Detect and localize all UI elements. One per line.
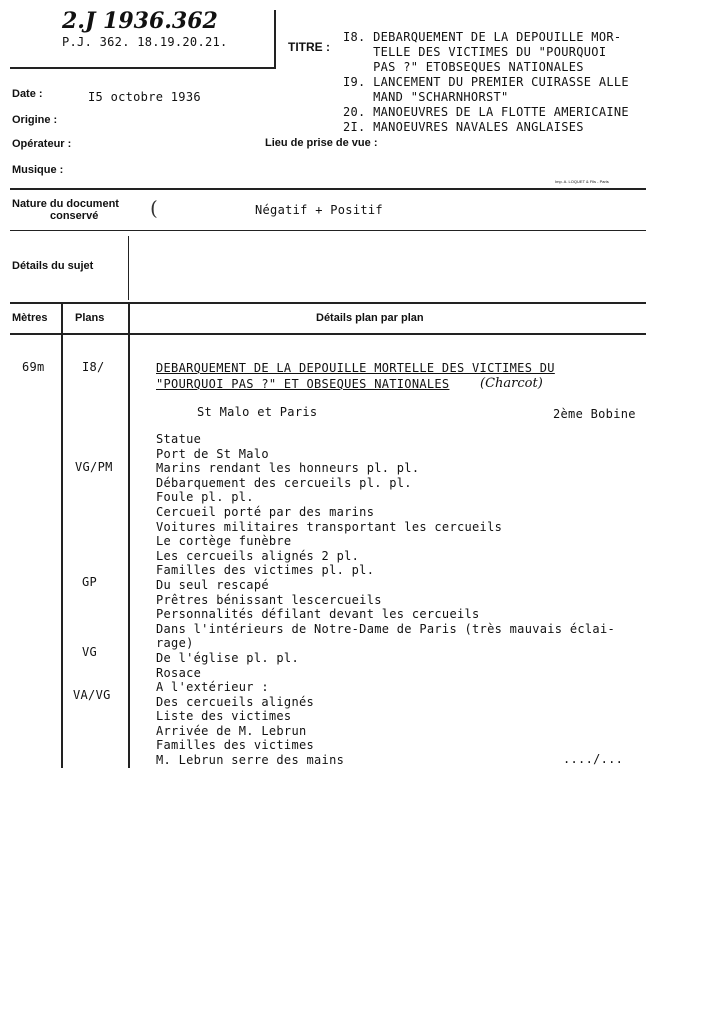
shot-line: Familles des victimes <box>156 738 315 753</box>
nature-brace: ( <box>150 196 158 220</box>
shot-line: Dans l'intérieurs de Notre-Dame de Paris (très mauvais éclai- <box>156 621 616 636</box>
lieu-label: Lieu de prise de vue : <box>265 137 378 149</box>
shot-line: M. Lebrun serre des mains <box>156 753 345 768</box>
ref-box-bottom-border <box>10 67 276 69</box>
bobine: 2ème Bobine <box>553 407 636 421</box>
nature-value: Négatif + Positif <box>255 203 383 217</box>
shot-line: Arrivée de M. Lebrun <box>156 723 307 738</box>
plan-code: I8/ <box>82 360 105 374</box>
continuation-mark: ..../... <box>563 752 624 766</box>
table-header-rule <box>10 333 646 335</box>
col-rule-1 <box>61 303 63 768</box>
nature-label-2: conservé <box>50 210 99 222</box>
shot-line: Marins rendant les honneurs pl. pl. <box>156 461 420 476</box>
shot-line: Débarquement des cercueils pl. pl. <box>156 475 412 490</box>
title-line: PAS ?" ETOBSEQUES NATIONALES <box>343 60 584 74</box>
title-line: MAND "SCHARNHORST" <box>343 90 509 104</box>
titre-label: TITRE : <box>288 40 330 54</box>
typed-reference: P.J. 362. 18.19.20.21. <box>62 35 228 49</box>
shot-line: Port de St Malo <box>156 446 269 461</box>
shot-line: Des cercueils alignés <box>156 694 315 709</box>
titles-block <box>343 30 629 135</box>
col-metres: Mètres <box>12 312 48 324</box>
origine-label: Origine : <box>12 114 58 126</box>
shot-list <box>156 432 615 768</box>
shot-line: Rosace <box>156 665 202 680</box>
date-label: Date : <box>12 88 43 100</box>
shot-line: Foule pl. pl. <box>156 490 254 505</box>
divider-2 <box>10 230 646 231</box>
details-bracket <box>128 236 129 300</box>
date-value: I5 octobre 1936 <box>88 90 201 104</box>
plan-code: VG <box>82 645 98 659</box>
col-plans: Plans <box>75 312 105 324</box>
shot-line: Prêtres bénissant lescercueils <box>156 592 382 607</box>
operateur-label: Opérateur : <box>12 138 72 150</box>
handwritten-reference: 2.J 1936.362 <box>62 8 218 34</box>
shot-line: rage) <box>156 636 194 651</box>
metres-value: 69m <box>22 360 45 374</box>
musique-label: Musique : <box>12 164 64 176</box>
shot-line: Personnalités défilant devant les cercueils <box>156 607 480 622</box>
title-line: 20. MANOEUVRES DE LA FLOTTE AMERICAINE <box>343 105 629 119</box>
title-line: I9. LANCEMENT DU PREMIER CUIRASSE ALLE <box>343 75 629 89</box>
shot-line: Liste des victimes <box>156 709 292 724</box>
shot-line: Les cercueils alignés 2 pl. <box>156 548 360 563</box>
table-top-rule <box>10 302 646 304</box>
divider-1 <box>10 188 646 190</box>
section-title-line-2: "POURQUOI PAS ?" ET OBSEQUES NATIONALES <box>156 377 450 391</box>
ref-box-right-border <box>274 10 276 68</box>
shot-line: Cercueil porté par des marins <box>156 504 375 519</box>
col-details: Détails plan par plan <box>316 312 424 324</box>
title-line: TELLE DES VICTIMES DU "POURQUOI <box>343 45 607 59</box>
shot-line: Du seul rescapé <box>156 577 269 592</box>
title-line: 2I. MANOEUVRES NAVALES ANGLAISES <box>343 120 584 134</box>
handwritten-note: (Charcot) <box>480 376 543 391</box>
shot-line: Familles des victimes pl. pl. <box>156 563 375 578</box>
plan-code: VG/PM <box>75 460 113 474</box>
plan-code: VA/VG <box>73 688 111 702</box>
shot-line: De l'église pl. pl. <box>156 650 299 665</box>
printer-mark: Imp. A. LOQUET & Fils - Paris <box>555 179 609 184</box>
location: St Malo et Paris <box>197 405 318 419</box>
title-line: I8. DEBARQUEMENT DE LA DEPOUILLE MOR- <box>343 30 622 44</box>
details-label: Détails du sujet <box>12 260 94 272</box>
shot-line: Le cortège funèbre <box>156 534 292 549</box>
nature-label-1: Nature du document <box>12 198 119 210</box>
shot-line: A l'extérieur : <box>156 680 269 695</box>
plan-code: GP <box>82 575 98 589</box>
col-rule-2 <box>128 303 130 768</box>
section-title-line-1: DEBARQUEMENT DE LA DEPOUILLE MORTELLE DES VICTIMES DU <box>156 361 555 375</box>
shot-line: Statue <box>156 432 202 446</box>
shot-line: Voitures militaires transportant les cercueils <box>156 519 503 534</box>
